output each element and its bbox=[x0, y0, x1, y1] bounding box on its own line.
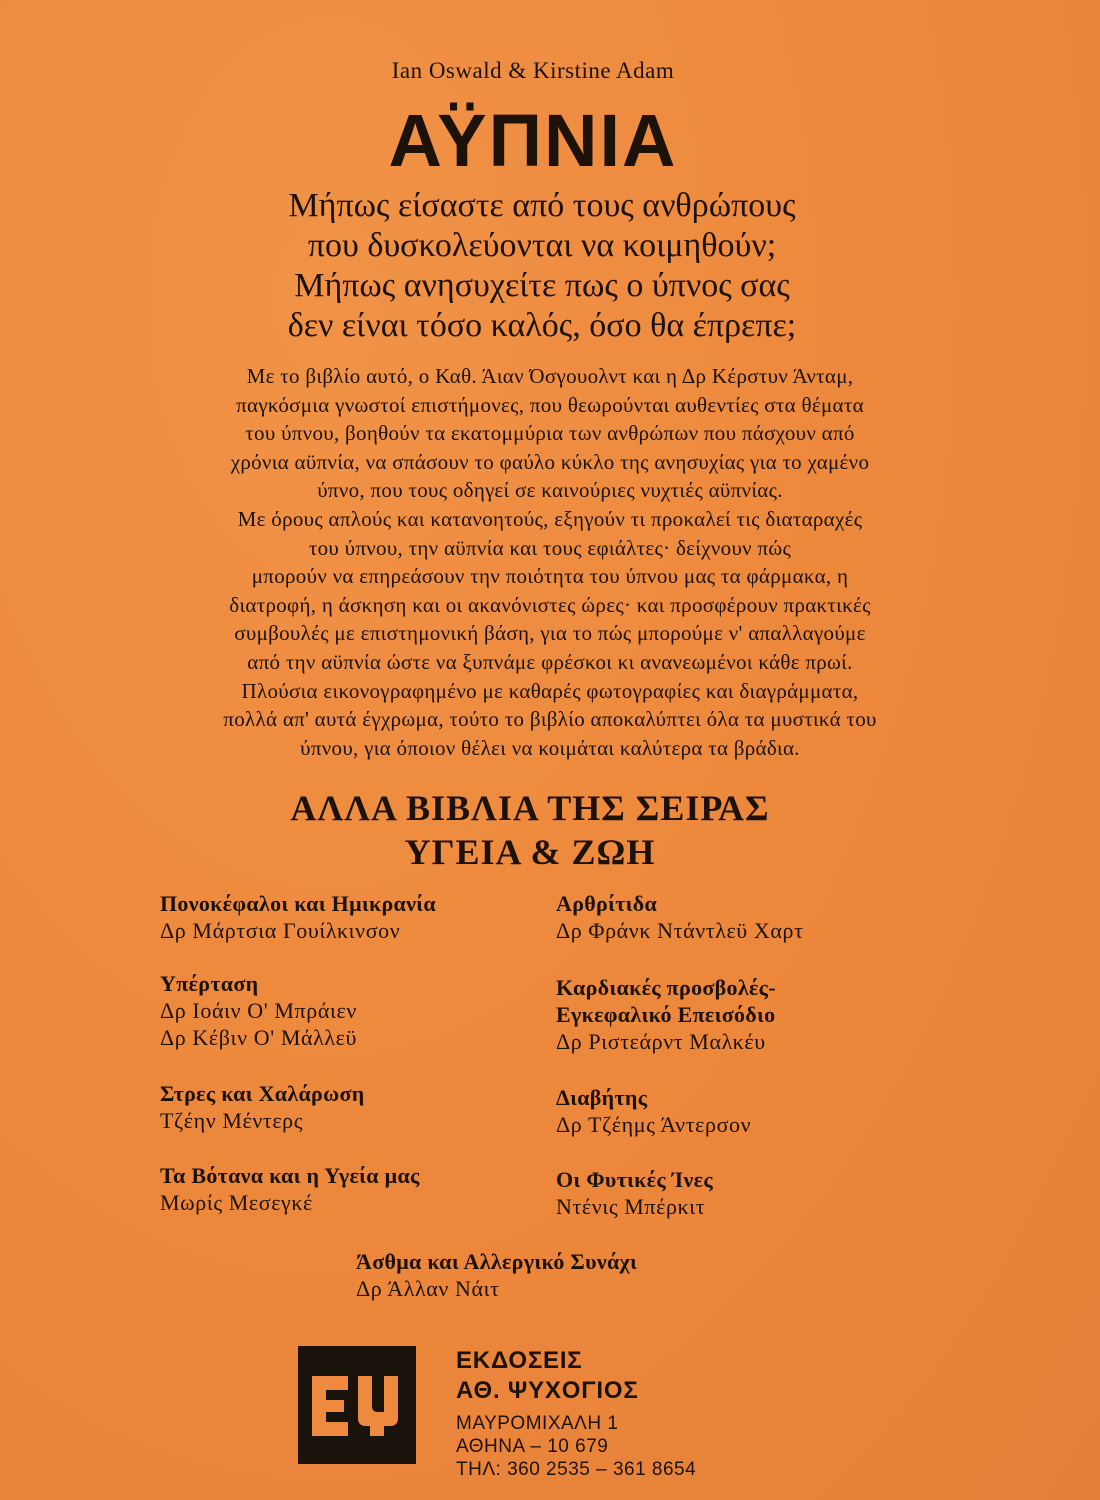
publisher-logo-icon bbox=[298, 1346, 416, 1464]
book-entry bbox=[556, 1166, 713, 1220]
book-entry-author: Δρ Ιοάιν Ο' Μπράιεν bbox=[160, 998, 357, 1023]
book-entry-title: Πονοκέφαλοι και Ημικρανία bbox=[160, 891, 436, 916]
description-line: μπορούν να επηρεάσουν την ποιότητα του ύπνου μας τα φάρμακα, η bbox=[251, 564, 849, 589]
description-line: συμβουλές με επιστημονική βάση, για το πώς μπορούμε ν' απαλλαγούμε bbox=[234, 621, 866, 646]
description-line: παγκόσμια γνωστοί επιστήμονες, που θεωρούνται αυθεντίες στα θέματα bbox=[236, 392, 864, 417]
tagline-line: που δυσκολεύονται να κοιμηθούν; bbox=[307, 227, 777, 264]
book-entry-author: Δρ Μάρτσια Γουίλκινσον bbox=[160, 918, 401, 943]
book-entry-author: Δρ Άλλαν Νάιτ bbox=[356, 1276, 500, 1301]
book-entry-title: Υπέρταση bbox=[160, 971, 259, 996]
series-heading-line: ΑΛΛΑ ΒΙΒΛΙΑ ΤΗΣ ΣΕΙΡΑΣ bbox=[290, 788, 770, 828]
description-line: διατροφή, η άσκηση και οι ακανόνιστες ώρες· και προσφέρουν πρακτικές bbox=[229, 592, 871, 617]
book-entry bbox=[160, 970, 357, 1051]
book-entry-title: Άσθμα και Αλλεργικό Συνάχι bbox=[356, 1249, 638, 1274]
publisher-address-line: ΜΑΥΡΟΜΙΧΑΛΗ 1 bbox=[456, 1413, 619, 1434]
description-line: Με όρους απλούς και κατανοητούς, εξηγούν τι προκαλεί τις διαταραχές bbox=[237, 506, 863, 531]
description-line: Πλούσια εικονογραφημένο με καθαρές φωτογραφίες και διαγράμματα, bbox=[241, 678, 859, 703]
book-entry bbox=[160, 1080, 365, 1134]
tagline-line: Μήπως είσαστε από τους ανθρώπους bbox=[288, 187, 796, 224]
book-entry bbox=[556, 1084, 751, 1138]
tagline bbox=[0, 186, 1084, 346]
book-entry-author: Δρ Κέβιν Ο' Μάλλεϋ bbox=[160, 1025, 358, 1050]
book-entry-author: Δρ Τζέημς Άντερσον bbox=[556, 1112, 752, 1137]
book-entry-author: Ντένις Μπέρκιτ bbox=[556, 1194, 706, 1219]
book-entry bbox=[356, 1248, 637, 1302]
description-line: του ύπνου, την αϋπνία και τους εφιάλτες· δείχνουν πώς bbox=[308, 535, 792, 560]
publisher-address bbox=[456, 1412, 696, 1481]
series-heading-line: ΥΓΕΙΑ & ΖΩΗ bbox=[404, 832, 656, 872]
book-entry-author: Τζέην Μέντερς bbox=[160, 1108, 304, 1133]
description-line: χρόνια αϋπνία, να σπάσουν το φαύλο κύκλο της ανησυχίας για το χαμένο bbox=[230, 449, 870, 474]
book-authors: Ian Oswald & Kirstine Adam bbox=[391, 58, 675, 83]
book-entry bbox=[160, 890, 436, 944]
description-line: Με το βιβλίο αυτό, ο Καθ. Άιαν Όσγουολντ και η Δρ Κέρστυν Άνταμ, bbox=[246, 364, 854, 388]
publisher-logo-mark bbox=[298, 1346, 416, 1464]
book-entry-author: Δρ Φράνκ Ντάντλεϋ Χαρτ bbox=[556, 918, 804, 943]
book-entry-title: Εγκεφαλικό Επεισόδιο bbox=[556, 1002, 776, 1027]
book-entry-title: Τα Βότανα και η Υγεία μας bbox=[160, 1163, 420, 1188]
description-line: ύπνου, για όποιον θέλει να κοιμάται καλύτερα τα βράδια. bbox=[300, 735, 800, 760]
publisher-name: ΕΚΔΟΣΕΙΣ bbox=[456, 1347, 583, 1374]
book-entry-author: Μωρίς Μεσεγκέ bbox=[160, 1190, 313, 1215]
description-line: ύπνο, που τους οδηγεί σε καινούριες νυχτιές αϋπνίας. bbox=[317, 478, 783, 503]
tagline-line: Μήπως ανησυχείτε πως ο ύπνος σας bbox=[294, 267, 790, 304]
book-entry-title: Αρθρίτιδα bbox=[556, 891, 658, 916]
description bbox=[60, 362, 1040, 762]
book-entry bbox=[556, 890, 804, 944]
tagline-line: δεν είναι τόσο καλός, όσο θα έπρεπε; bbox=[287, 307, 797, 344]
description-line: του ύπνου, βοηθούν τα εκατομμύρια των ανθρώπων που πάσχουν από bbox=[245, 421, 855, 446]
description-line: πολλά απ' αυτά έγχρωμα, τούτο το βιβλίο αποκαλύπτει όλα τα μυστικά του bbox=[223, 707, 877, 732]
book-entry bbox=[160, 1162, 420, 1216]
book-entry-title: Οι Φυτικές Ίνες bbox=[556, 1167, 713, 1192]
book-entry bbox=[556, 974, 776, 1055]
publisher-address-line: ΤΗΛ: 360 2535 – 361 8654 bbox=[456, 1459, 697, 1480]
description-line: από την αϋπνία ώστε να ξυπνάμε φρέσκοι κι ανανεωμένοι κάθε πρωί. bbox=[247, 649, 853, 674]
book-entry-author: Δρ Ριστεάρντ Μαλκέυ bbox=[556, 1029, 766, 1054]
book-entry-title: Στρες και Χαλάρωση bbox=[160, 1081, 365, 1106]
series-heading bbox=[0, 786, 1060, 874]
book-entry-title: Καρδιακές προσβολές- bbox=[556, 975, 776, 1000]
publisher-name: ΑΘ. ΨΥΧΟΓΙΟΣ bbox=[456, 1377, 639, 1404]
publisher-address-line: ΑΘΗΝΑ – 10 679 bbox=[456, 1436, 609, 1457]
book-title: ΑΫΠΝΙΑ bbox=[388, 99, 678, 182]
book-entry-title: Διαβήτης bbox=[556, 1085, 648, 1110]
publisher-info bbox=[456, 1346, 696, 1481]
